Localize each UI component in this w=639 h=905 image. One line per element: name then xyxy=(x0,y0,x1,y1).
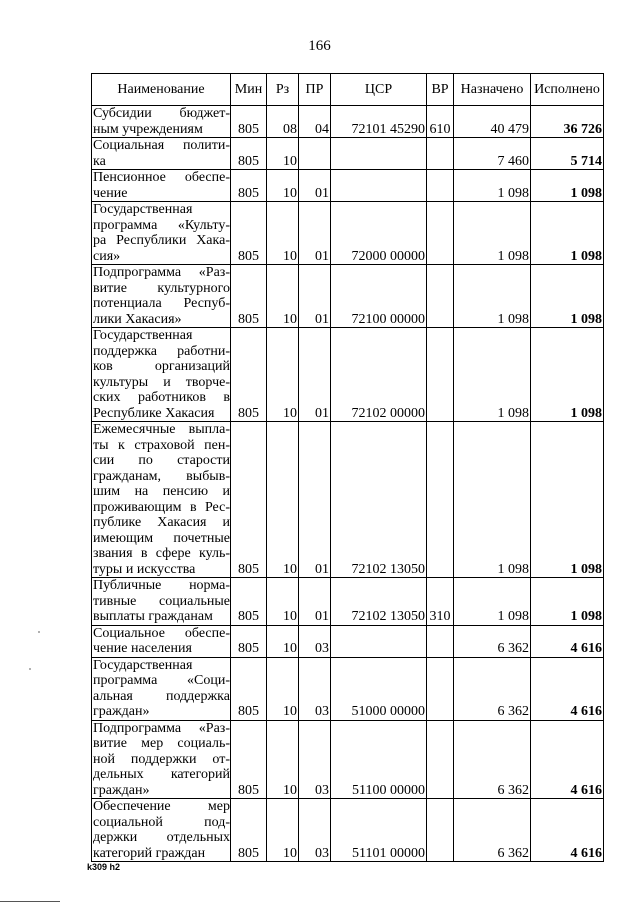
cell-pr: 01 xyxy=(299,265,331,328)
table-row xyxy=(92,328,604,422)
table-row xyxy=(92,138,604,170)
cell-pr: 01 xyxy=(299,422,331,578)
cell-name-line: ка xyxy=(93,153,106,169)
cell-name-line: ра Республики Хака- xyxy=(93,233,230,248)
header-vr: ВР xyxy=(427,74,454,106)
cell-name-line: чение населения xyxy=(93,641,192,656)
header-rz: Рз xyxy=(267,74,299,106)
header-assigned: Назначено xyxy=(454,74,531,106)
cell-name-line: Публичные норма- xyxy=(93,578,230,593)
cell-min: 805 xyxy=(231,657,267,720)
cell-min: 805 xyxy=(231,578,267,626)
cell-pr: 01 xyxy=(299,578,331,626)
cell-rz: 08 xyxy=(267,106,299,138)
cell-executed: 36 726 xyxy=(531,106,604,138)
cell-name-line: программа «Соци- xyxy=(93,673,230,688)
cell-name-line: гражданам, выбыв- xyxy=(93,468,230,484)
table-row xyxy=(92,625,604,657)
table-body xyxy=(92,106,604,862)
cell-name xyxy=(92,422,231,578)
cell-name-line: выплаты гражданам xyxy=(93,609,213,624)
cell-executed: 1 098 xyxy=(531,265,604,328)
cell-name-line: чение xyxy=(93,185,128,201)
cell-rz: 10 xyxy=(267,578,299,626)
cell-vr xyxy=(427,328,454,422)
cell-name xyxy=(92,657,231,720)
header-min: Мин xyxy=(231,74,267,106)
cell-assigned: 7 460 xyxy=(454,138,531,170)
cell-vr xyxy=(427,657,454,720)
cell-vr xyxy=(427,138,454,170)
cell-name-line: витие мер социаль- xyxy=(93,736,230,751)
cell-pr xyxy=(299,138,331,170)
cell-name xyxy=(92,328,231,422)
table-row xyxy=(92,265,604,328)
cell-rz: 10 xyxy=(267,422,299,578)
cell-rz: 10 xyxy=(267,625,299,657)
table-row xyxy=(92,799,604,862)
cell-min: 805 xyxy=(231,328,267,422)
header-name: Наименование xyxy=(92,74,231,106)
cell-name-line: ских работников в xyxy=(93,390,230,405)
cell-executed: 5 714 xyxy=(531,138,604,170)
cell-executed: 4 616 xyxy=(531,720,604,799)
cell-rz: 10 xyxy=(267,657,299,720)
table-row xyxy=(92,720,604,799)
cell-csr: 51101 00000 xyxy=(331,799,427,862)
cell-min: 805 xyxy=(231,170,267,202)
cell-assigned: 1 098 xyxy=(454,202,531,265)
cell-name-line: сии по старости xyxy=(93,453,230,468)
cell-pr: 03 xyxy=(299,657,331,720)
cell-vr xyxy=(427,625,454,657)
header-pr: ПР xyxy=(299,74,331,106)
cell-name-line: ным учреждениям xyxy=(93,121,203,137)
cell-rz: 10 xyxy=(267,799,299,862)
cell-name xyxy=(92,265,231,328)
cell-name-line: социальной под- xyxy=(93,814,230,830)
cell-pr: 03 xyxy=(299,799,331,862)
cell-name-line: Подпрограмма «Раз- xyxy=(93,720,230,736)
cell-assigned: 6 362 xyxy=(454,657,531,720)
cell-assigned: 6 362 xyxy=(454,799,531,862)
cell-name-line: туры и искусства xyxy=(93,561,196,577)
cell-executed: 1 098 xyxy=(531,422,604,578)
cell-assigned: 1 098 xyxy=(454,265,531,328)
footer-code: k309 h2 xyxy=(87,862,121,872)
cell-name-line: культуры и творче- xyxy=(93,374,230,390)
cell-csr: 72102 13050 xyxy=(331,422,427,578)
cell-assigned: 1 098 xyxy=(454,328,531,422)
scan-speck xyxy=(38,631,40,633)
cell-executed: 1 098 xyxy=(531,578,604,626)
cell-vr xyxy=(427,265,454,328)
cell-assigned: 6 362 xyxy=(454,720,531,799)
cell-csr: 72102 13050 xyxy=(331,578,427,626)
cell-name-line: Государственная xyxy=(93,328,193,343)
cell-executed: 4 616 xyxy=(531,799,604,862)
cell-name-line: ков организаций xyxy=(93,359,230,374)
cell-name-line: публике Хакасия и xyxy=(93,515,230,530)
cell-name-line: имеющим почетные xyxy=(93,530,230,546)
cell-pr: 03 xyxy=(299,720,331,799)
cell-vr: 610 xyxy=(427,106,454,138)
cell-name-line: проживающим в Рес- xyxy=(93,499,230,515)
cell-csr xyxy=(331,170,427,202)
cell-name-line: держки отдельных xyxy=(93,830,230,845)
table-row xyxy=(92,657,604,720)
page-number: 166 xyxy=(308,38,331,54)
cell-min: 805 xyxy=(231,799,267,862)
cell-pr: 01 xyxy=(299,328,331,422)
cell-rz: 10 xyxy=(267,138,299,170)
cell-min: 805 xyxy=(231,720,267,799)
cell-executed: 4 616 xyxy=(531,657,604,720)
cell-rz: 10 xyxy=(267,720,299,799)
table-header-row xyxy=(92,74,604,106)
cell-name xyxy=(92,578,231,626)
cell-name-line: потенциала Респуб- xyxy=(93,296,230,311)
cell-vr xyxy=(427,720,454,799)
cell-name-line: шим на пенсию и xyxy=(93,484,230,499)
cell-rz: 10 xyxy=(267,328,299,422)
table-row xyxy=(92,202,604,265)
cell-assigned: 1 098 xyxy=(454,578,531,626)
cell-pr: 01 xyxy=(299,202,331,265)
cell-assigned: 40 479 xyxy=(454,106,531,138)
cell-name-line: поддержка работни- xyxy=(93,343,230,359)
cell-executed: 1 098 xyxy=(531,328,604,422)
cell-name-line: лики Хакасия» xyxy=(93,311,182,327)
cell-vr xyxy=(427,422,454,578)
cell-name-line: категорий граждан xyxy=(93,845,206,861)
cell-name-line: тивные социальные xyxy=(93,593,230,609)
table-row xyxy=(92,578,604,626)
cell-name-line: ной поддержки от- xyxy=(93,751,230,767)
header-csr: ЦСР xyxy=(331,74,427,106)
cell-csr xyxy=(331,138,427,170)
cell-csr: 72102 00000 xyxy=(331,328,427,422)
cell-min: 805 xyxy=(231,138,267,170)
cell-name xyxy=(92,625,231,657)
table-row xyxy=(92,106,604,138)
header-executed: Исполнено xyxy=(531,74,604,106)
cell-min: 805 xyxy=(231,265,267,328)
cell-name-line: программа «Культу- xyxy=(93,217,230,233)
cell-name-line: граждан» xyxy=(93,704,150,719)
cell-name-line: Социальная полити- xyxy=(93,138,230,153)
cell-executed: 1 098 xyxy=(531,202,604,265)
cell-csr: 51100 00000 xyxy=(331,720,427,799)
cell-min: 805 xyxy=(231,202,267,265)
cell-pr: 03 xyxy=(299,625,331,657)
cell-rz: 10 xyxy=(267,265,299,328)
scan-speck xyxy=(29,668,31,670)
cell-pr: 04 xyxy=(299,106,331,138)
cell-csr: 51000 00000 xyxy=(331,657,427,720)
cell-vr: 310 xyxy=(427,578,454,626)
cell-name-line: звания в сфере куль- xyxy=(93,546,230,561)
table-row xyxy=(92,170,604,202)
cell-name xyxy=(92,138,231,170)
cell-name-line: Государственная xyxy=(93,202,193,217)
cell-name-line: сия» xyxy=(93,248,121,264)
cell-name-line: дельных категорий xyxy=(93,767,230,782)
cell-name-line: Подпрограмма «Раз- xyxy=(93,265,230,280)
cell-name-line: Социальное обеспе- xyxy=(93,625,230,641)
cell-assigned: 1 098 xyxy=(454,422,531,578)
cell-csr: 72000 00000 xyxy=(331,202,427,265)
cell-rz: 10 xyxy=(267,170,299,202)
scan-edge-line xyxy=(0,901,60,902)
cell-csr: 72101 45290 xyxy=(331,106,427,138)
cell-name xyxy=(92,720,231,799)
cell-vr xyxy=(427,799,454,862)
cell-executed: 1 098 xyxy=(531,170,604,202)
cell-vr xyxy=(427,202,454,265)
cell-name-line: Ежемесячные выпла- xyxy=(93,422,230,437)
cell-name-line: ты к страховой пен- xyxy=(93,437,230,453)
cell-min: 805 xyxy=(231,625,267,657)
cell-csr xyxy=(331,625,427,657)
table-row xyxy=(92,422,604,578)
cell-pr: 01 xyxy=(299,170,331,202)
cell-assigned: 6 362 xyxy=(454,625,531,657)
cell-name xyxy=(92,170,231,202)
cell-executed: 4 616 xyxy=(531,625,604,657)
cell-name xyxy=(92,106,231,138)
cell-name xyxy=(92,799,231,862)
cell-assigned: 1 098 xyxy=(454,170,531,202)
cell-name xyxy=(92,202,231,265)
cell-vr xyxy=(427,170,454,202)
cell-min: 805 xyxy=(231,106,267,138)
cell-csr: 72100 00000 xyxy=(331,265,427,328)
cell-name-line: Республике Хакасия xyxy=(93,405,215,421)
cell-name-line: Пенсионное обеспе- xyxy=(93,170,230,185)
cell-min: 805 xyxy=(231,422,267,578)
cell-name-line: Обеспечение мер xyxy=(93,799,230,814)
cell-name-line: Субсидии бюджет- xyxy=(93,106,230,121)
cell-name-line: витие культурного xyxy=(93,280,230,296)
cell-name-line: граждан» xyxy=(93,782,150,798)
cell-name-line: Государственная xyxy=(93,657,193,673)
cell-name-line: альная поддержка xyxy=(93,688,230,704)
budget-table xyxy=(91,73,604,862)
cell-rz: 10 xyxy=(267,202,299,265)
